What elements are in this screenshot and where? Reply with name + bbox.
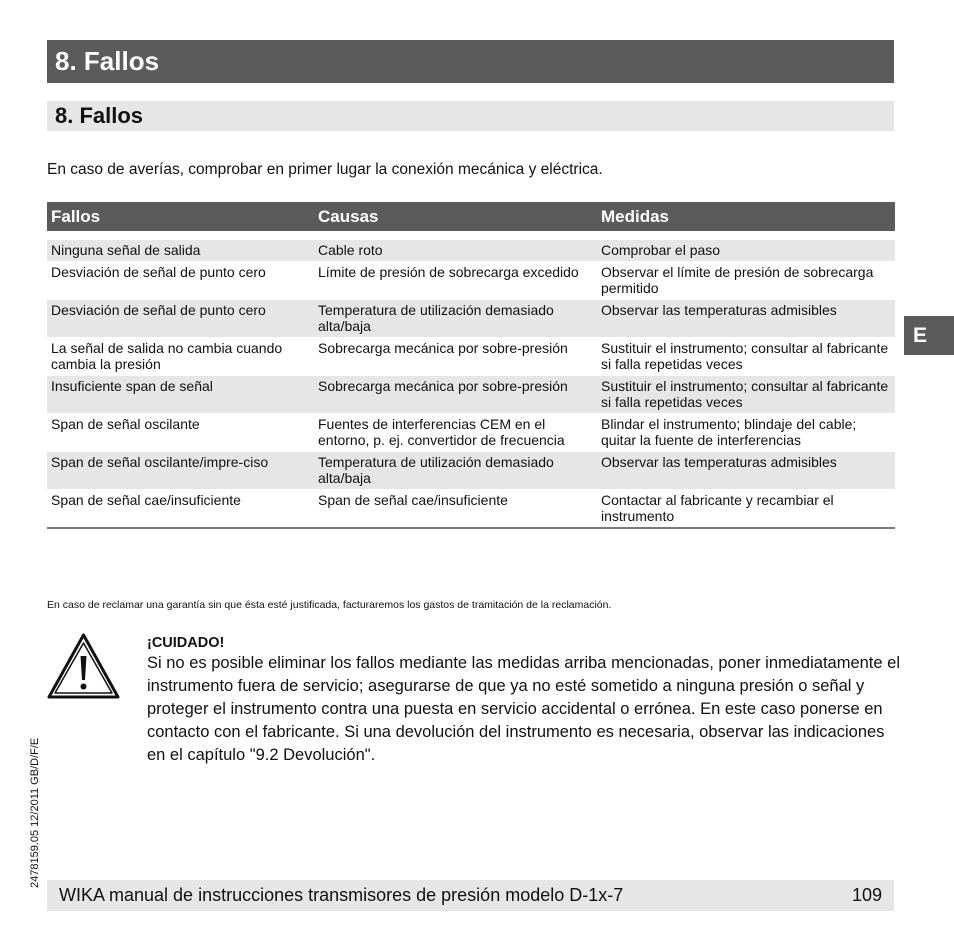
table-row	[47, 240, 895, 262]
cell-fallo: Insuficiente span de señal	[47, 376, 314, 414]
warning-triangle-icon	[46, 632, 121, 700]
header-fallos: Fallos	[47, 202, 314, 231]
cell-medida: Sustituir el instrumento; consultar al fabricante si falla repetidas veces	[597, 338, 895, 376]
language-tab: E	[904, 316, 954, 355]
cell-medida: Sustituir el instrumento; consultar al fabricante si falla repetidas veces	[597, 376, 895, 414]
footer-title: WIKA manual de instrucciones transmisores de presión modelo D-1x-7	[59, 885, 624, 905]
cell-fallo: Desviación de señal de punto cero	[47, 262, 314, 300]
header-medidas: Medidas	[597, 202, 895, 231]
document-code: 2478159.05 12/2011 GB/D/F/E	[29, 737, 41, 888]
cell-causa: Temperatura de utilización demasiado alta/baja	[314, 300, 597, 338]
warning-title: ¡CUIDADO!	[147, 635, 225, 651]
cell-fallo: Desviación de señal de punto cero	[47, 300, 314, 338]
chapter-title: 8. Fallos	[47, 40, 894, 83]
cell-causa: Fuentes de interferencias CEM en el entorno, p. ej. convertidor de frecuencia	[314, 414, 597, 452]
cell-causa: Límite de presión de sobrecarga excedido	[314, 262, 597, 300]
cell-causa: Span de señal cae/insuficiente	[314, 490, 597, 529]
warning-text: Si no es posible eliminar los fallos mediante las medidas arriba mencionadas, poner inmediatamente el instrumento fuera de servicio; asegurarse de que ya no esté sometido a ninguna presión o señal y proteger el instrumento contra una puesta en servicio accidental o errónea. En este caso ponerse en contacto con el fabricante. Si una devolución del instrumento es necesaria, observar las indicaciones en el capítulo "9.2 Devolución".	[147, 654, 900, 764]
cell-fallo: Span de señal oscilante/impre-ciso	[47, 452, 314, 490]
cell-medida: Observar el límite de presión de sobrecarga permitido	[597, 262, 895, 300]
intro-text: En caso de averías, comprobar en primer lugar la conexión mecánica y eléctrica.	[47, 161, 603, 178]
cell-fallo: Span de señal oscilante	[47, 414, 314, 452]
table-row	[47, 376, 895, 414]
cell-medida: Blindar el instrumento; blindaje del cable; quitar la fuente de interferencias	[597, 414, 895, 452]
cell-medida: Observar las temperaturas admisibles	[597, 452, 895, 490]
table-header	[47, 202, 895, 231]
cell-medida: Comprobar el paso	[597, 240, 895, 262]
cell-causa: Cable roto	[314, 240, 597, 262]
cell-fallo: La señal de salida no cambia cuando cambia la presión	[47, 338, 314, 376]
cell-causa: Temperatura de utilización demasiado alta/baja	[314, 452, 597, 490]
table-row	[47, 338, 895, 376]
cell-causa: Sobrecarga mecánica por sobre-presión	[314, 376, 597, 414]
cell-fallo: Ninguna señal de salida	[47, 240, 314, 262]
header-causas: Causas	[314, 202, 597, 231]
cell-causa: Sobrecarga mecánica por sobre-presión	[314, 338, 597, 376]
table-row	[47, 452, 895, 490]
page-footer	[47, 880, 894, 911]
table-row	[47, 414, 895, 452]
cell-fallo: Span de señal cae/insuficiente	[47, 490, 314, 529]
warranty-footnote: En caso de reclamar una garantía sin que ésta esté justificada, facturaremos los gastos de tramitación de la reclamación.	[47, 599, 612, 611]
warning-block	[147, 634, 907, 767]
table-spacer	[47, 231, 895, 240]
cell-medida: Observar las temperaturas admisibles	[597, 300, 895, 338]
table-row	[47, 300, 895, 338]
page-number: 109	[851, 885, 882, 905]
table-row	[47, 262, 895, 300]
section-title: 8. Fallos	[47, 101, 894, 131]
cell-medida: Contactar al fabricante y recambiar el instrumento	[597, 490, 895, 529]
fault-table	[47, 202, 895, 529]
table-row	[47, 490, 895, 529]
